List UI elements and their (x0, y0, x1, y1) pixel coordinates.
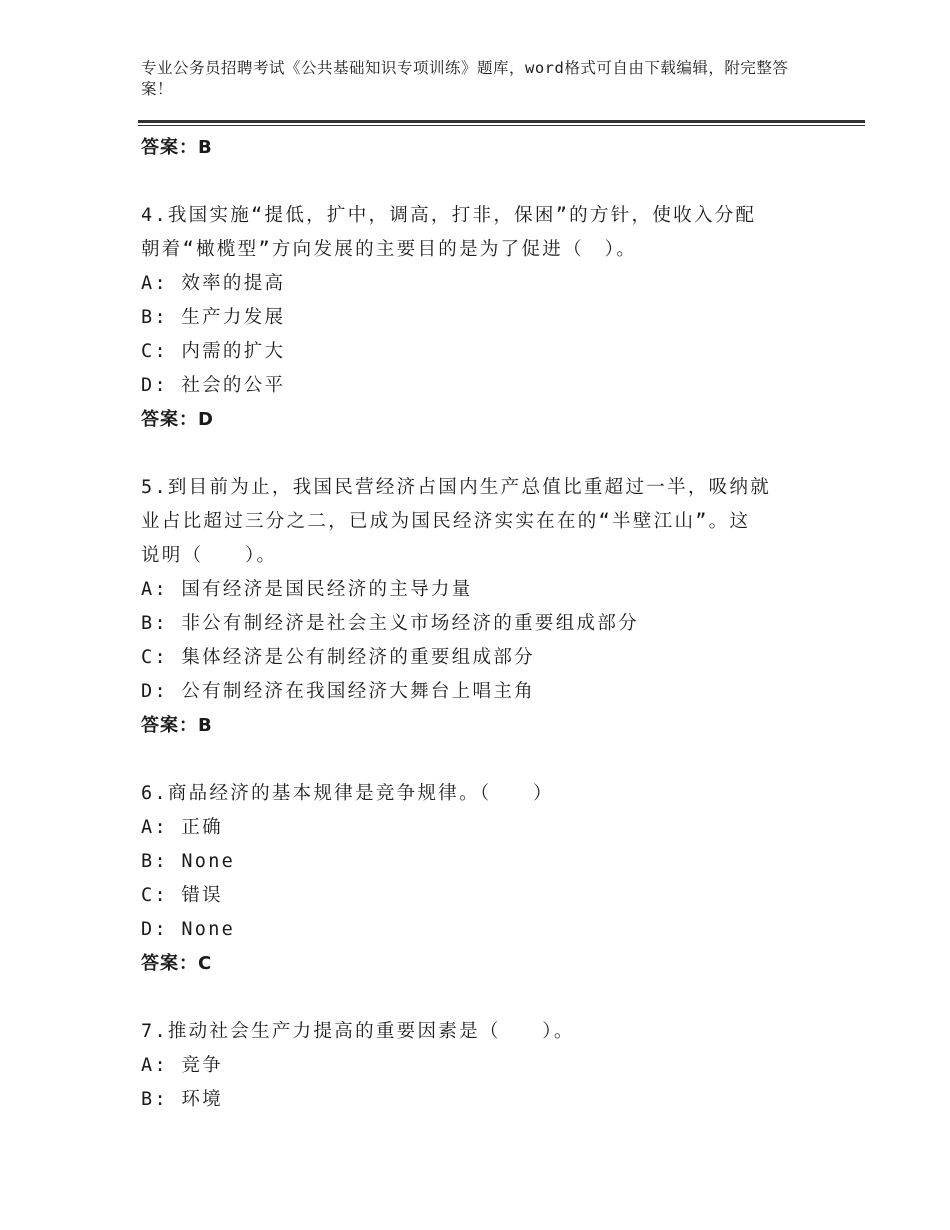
question-text: 5.到目前为止，我国民营经济占国内生产总值比重超过一半，吸纳就 (141, 477, 772, 498)
question-content (141, 131, 801, 1117)
option-a: A: 竞争 (141, 1055, 223, 1076)
option-b: B: 生产力发展 (141, 307, 286, 328)
question-block (141, 777, 801, 981)
option-d: D: 公有制经济在我国经济大舞台上唱主角 (141, 681, 535, 702)
option-c: C: 集体经济是公有制经济的重要组成部分 (141, 647, 535, 668)
option-c: C: 内需的扩大 (141, 341, 286, 362)
question-text: 业占比超过三分之二，已成为国民经济实实在在的“半壁江山”。这 (141, 511, 751, 532)
question-text: 朝着“橄榄型”方向发展的主要目的是为了促进（ ）。 (141, 239, 638, 260)
option-b: B: None (141, 851, 236, 872)
option-a: A: 效率的提高 (141, 273, 286, 294)
option-b: B: 环境 (141, 1089, 223, 1110)
question-text: 说明（ ）。 (141, 545, 278, 566)
header-rule-thick (138, 120, 865, 123)
question-block (141, 471, 801, 743)
question-text: 7.推动社会生产力提高的重要因素是（ ）。 (141, 1021, 575, 1042)
answer-line: 答案：B (141, 137, 213, 158)
option-c: C: 错误 (141, 885, 223, 906)
question-text: 6.商品经济的基本规律是竞争规律。（ ） (141, 783, 554, 804)
document-header: 专业公务员招聘考试《公共基础知识专项训练》题库，word格式可自由下载编辑，附完整答案！ (141, 59, 789, 98)
option-d: D: None (141, 919, 236, 940)
option-a: A: 正确 (141, 817, 223, 838)
option-a: A: 国有经济是国民经济的主导力量 (141, 579, 473, 600)
answer-line: 答案：D (141, 409, 214, 430)
header-rule-thin (138, 125, 865, 126)
question-block (141, 1015, 801, 1117)
answer-line: 答案：C (141, 953, 213, 974)
option-d: D: 社会的公平 (141, 375, 286, 396)
question-text: 4.我国实施“提低，扩中，调高，打非，保困”的方针，使收入分配 (141, 205, 757, 226)
answer-line: 答案：B (141, 715, 213, 736)
option-b: B: 非公有制经济是社会主义市场经济的重要组成部分 (141, 613, 639, 634)
question-block (141, 199, 801, 437)
